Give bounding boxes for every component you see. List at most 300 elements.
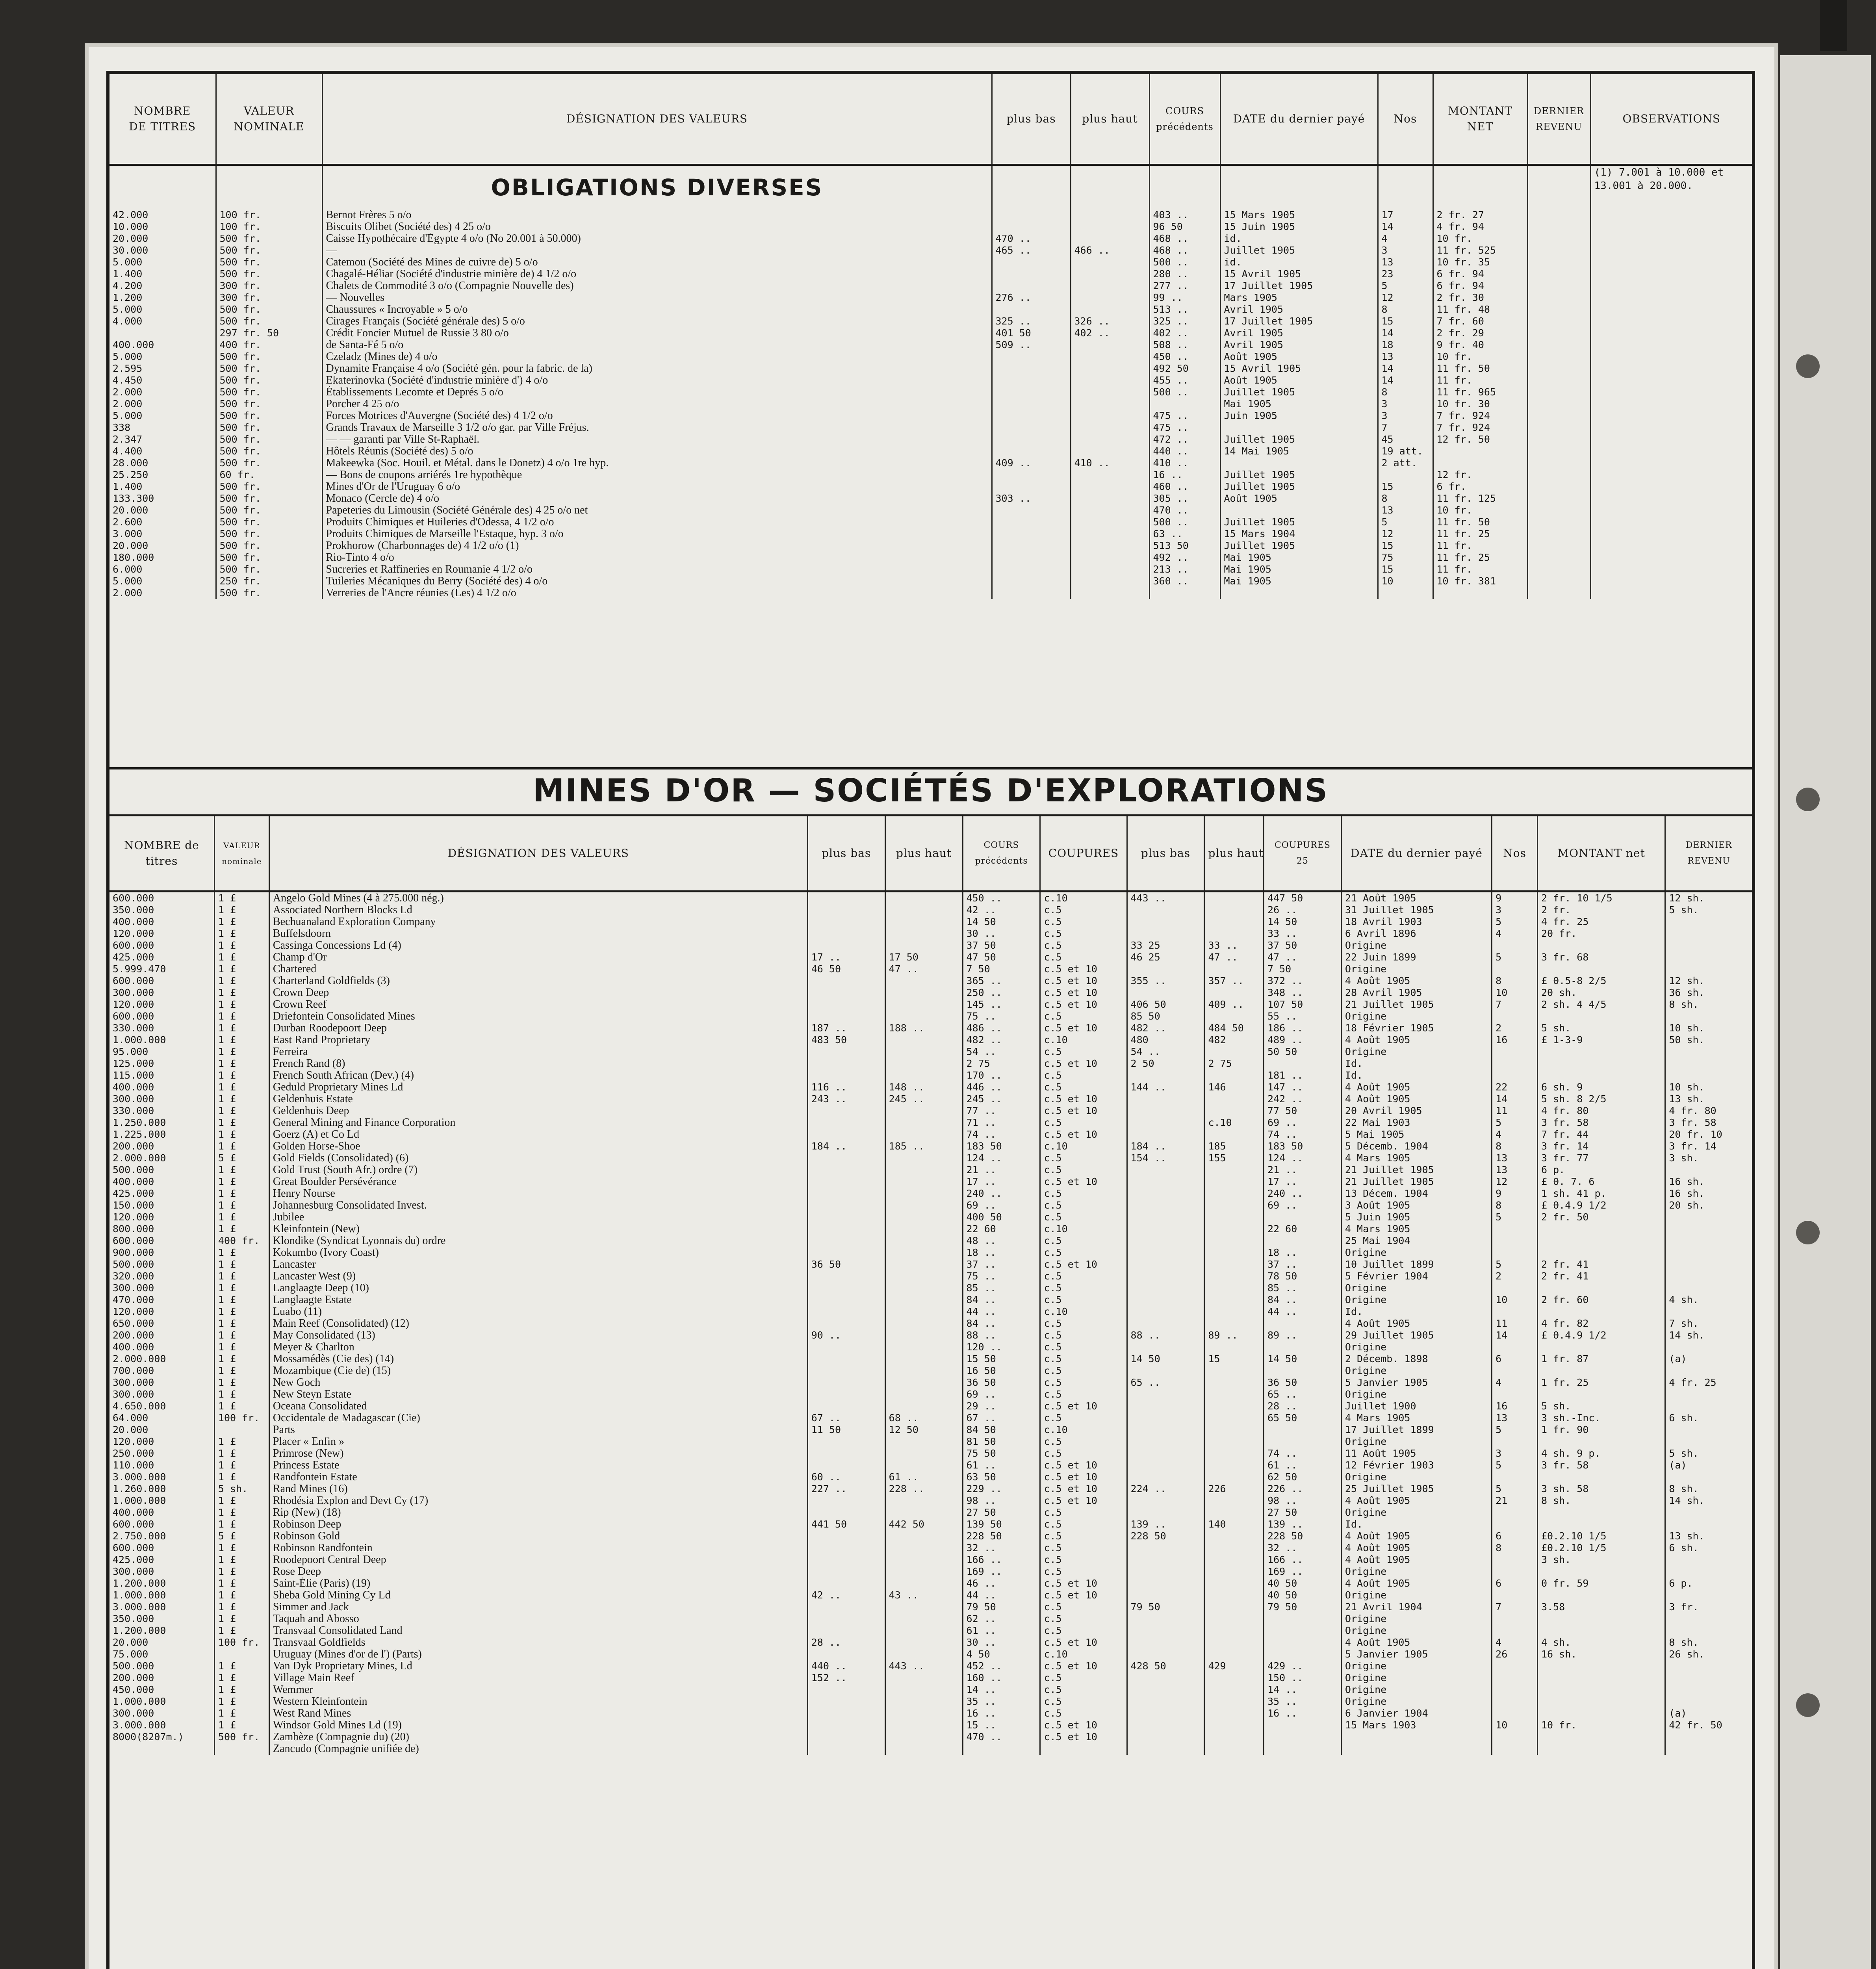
- no-cell: [1492, 1058, 1538, 1070]
- cours-prec-cell: 403 ..: [1149, 209, 1220, 221]
- no-cell: 14: [1492, 1329, 1538, 1341]
- no-cell: 3: [1378, 398, 1433, 410]
- plus-haut-cell: [1071, 363, 1149, 375]
- valeur-cell: 1 £: [214, 904, 269, 916]
- coupures-bas-cell: [1127, 1459, 1204, 1471]
- table-row: [109, 1660, 1752, 1672]
- valeur-cell: 1 £: [214, 1046, 269, 1058]
- designation-cell: Main Reef (Consolidated) (12): [269, 1318, 807, 1329]
- no-cell: [1492, 1471, 1538, 1483]
- valeur-cell: 1 £: [214, 891, 269, 904]
- plus-haut-cell: [1071, 469, 1149, 481]
- montant-cell: [1538, 1341, 1665, 1353]
- date-cell: [1341, 1743, 1492, 1755]
- unites-haut-cell: [885, 1719, 963, 1731]
- unites-haut-cell: [885, 1578, 963, 1589]
- revenu-cell: [1527, 481, 1590, 493]
- montant-cell: 2 fr. 60: [1538, 1294, 1665, 1306]
- unites-bas-cell: 42 ..: [807, 1589, 885, 1601]
- plus-bas-cell: [992, 386, 1071, 398]
- coupures25-cell: 40 50: [1264, 1578, 1342, 1589]
- montant-cell: 6 fr. 94: [1433, 280, 1527, 292]
- nombre-cell: 500.000: [113, 1258, 154, 1270]
- plus-bas-cell: 303 ..: [992, 493, 1071, 504]
- designation-cell: Wemmer: [269, 1684, 807, 1696]
- coupures-cell: c.5: [1040, 1270, 1127, 1282]
- nombre-cell: 300.000: [113, 1376, 154, 1388]
- montant-cell: [1538, 1566, 1665, 1578]
- montant-cell: [1538, 1589, 1665, 1601]
- valeur-cell: 500 fr.: [216, 564, 322, 575]
- montant-cell: 6 fr. 94: [1433, 268, 1527, 280]
- montant-cell: 9 fr. 40: [1433, 339, 1527, 351]
- table-row: [109, 469, 1752, 481]
- plus-haut-cell: [1071, 540, 1149, 552]
- unites-bas-cell: [807, 1117, 885, 1129]
- nombre-cell: 75.000: [113, 1648, 148, 1660]
- unites-bas-cell: [807, 1684, 885, 1696]
- coupures25-cell: [1264, 1743, 1342, 1755]
- no-cell: 17: [1378, 209, 1433, 221]
- unites-bas-cell: 187 ..: [807, 1022, 885, 1034]
- unites-haut-cell: [885, 1530, 963, 1542]
- unites-haut-cell: [885, 1696, 963, 1708]
- valeur-cell: 250 fr.: [216, 575, 322, 587]
- valeur-cell: 1 £: [214, 1377, 269, 1389]
- table-row: [109, 1495, 1752, 1507]
- date-cell: 4 Août 1905: [1341, 1578, 1492, 1589]
- no-cell: 5: [1492, 1211, 1538, 1223]
- coupures-bas-cell: [1127, 1696, 1204, 1708]
- no-cell: 14: [1378, 363, 1433, 375]
- revenu-cell: [1527, 398, 1590, 410]
- table-row: [109, 1684, 1752, 1696]
- unites-bas-cell: [807, 1129, 885, 1140]
- cours-prec-cell: 69 ..: [963, 1200, 1040, 1211]
- coupures-bas-cell: [1127, 1247, 1204, 1259]
- cours-prec-cell: 79 50: [963, 1601, 1040, 1613]
- revenu-cell: [1665, 1164, 1752, 1176]
- coupures-cell: c.5 et 10: [1040, 1471, 1127, 1483]
- coupures-haut-cell: [1204, 1530, 1264, 1542]
- table-row: [109, 410, 1752, 422]
- nombre-cell: 5.999.470: [113, 963, 166, 975]
- unites-bas-cell: 17 ..: [807, 951, 885, 963]
- coupures25-cell: 33 ..: [1264, 928, 1342, 940]
- no-cell: [1492, 1247, 1538, 1259]
- coupures25-cell: 37 ..: [1264, 1259, 1342, 1270]
- date-cell: Id.: [1341, 1518, 1492, 1530]
- valeur-cell: 500 fr.: [216, 481, 322, 493]
- unites-bas-cell: [807, 1046, 885, 1058]
- revenu-cell: [1665, 1672, 1752, 1684]
- date-cell: 15 Mars 1903: [1341, 1719, 1492, 1731]
- cours-prec-cell: 402 ..: [1149, 327, 1220, 339]
- revenu-cell: [1527, 221, 1590, 233]
- mines-table: [109, 816, 1752, 1755]
- unites-bas-cell: [807, 1247, 885, 1259]
- no-cell: 6: [1492, 1353, 1538, 1365]
- designation-cell: Cassinga Concessions Ld (4): [269, 940, 807, 951]
- date-cell: Avril 1905: [1220, 327, 1378, 339]
- date-cell: Origine: [1341, 1294, 1492, 1306]
- montant-cell: [1538, 1010, 1665, 1022]
- no-cell: [1492, 1660, 1538, 1672]
- date-cell: 5 Janvier 1905: [1341, 1377, 1492, 1389]
- unites-bas-cell: [807, 1719, 885, 1731]
- montant-cell: [1538, 1365, 1665, 1377]
- no-cell: [1492, 1070, 1538, 1081]
- date-cell: 5 Mai 1905: [1341, 1129, 1492, 1140]
- unites-bas-cell: [807, 1542, 885, 1554]
- table-row: [109, 1223, 1752, 1235]
- no-cell: 2: [1492, 1270, 1538, 1282]
- coupures-haut-cell: [1204, 1684, 1264, 1696]
- unites-bas-cell: [807, 1566, 885, 1578]
- no-cell: [1492, 1731, 1538, 1743]
- nombre-cell: 300.000: [113, 1282, 154, 1294]
- nombre-cell: 4.200: [113, 280, 143, 291]
- montant-cell: 10 fr.: [1433, 233, 1527, 245]
- revenu-cell: [1527, 386, 1590, 398]
- valeur-cell: 500 fr.: [216, 410, 322, 422]
- date-cell: [1220, 587, 1378, 599]
- unites-haut-cell: [885, 1637, 963, 1648]
- unites-bas-cell: [807, 1164, 885, 1176]
- designation-cell: Langlaagte Deep (10): [269, 1282, 807, 1294]
- montant-cell: 2 fr.: [1538, 904, 1665, 916]
- cours-prec-cell: 15 50: [963, 1353, 1040, 1365]
- coupures-bas-cell: 65 ..: [1127, 1377, 1204, 1389]
- table-row: [109, 1070, 1752, 1081]
- no-cell: 5: [1492, 1483, 1538, 1495]
- coupures-bas-cell: [1127, 1282, 1204, 1294]
- montant-cell: £ 0.4.9 1/2: [1538, 1329, 1665, 1341]
- table-row: [109, 587, 1752, 599]
- coupures-bas-cell: 480: [1127, 1034, 1204, 1046]
- unites-haut-cell: [885, 1070, 963, 1081]
- coupures-haut-cell: [1204, 1719, 1264, 1731]
- revenu-cell: [1527, 540, 1590, 552]
- montant-cell: 7 fr. 44: [1538, 1129, 1665, 1140]
- mines-header-no: Nos: [1492, 816, 1538, 891]
- valeur-cell: 300 fr.: [216, 292, 322, 304]
- coupures-bas-cell: [1127, 1117, 1204, 1129]
- date-cell: 5 Juin 1905: [1341, 1211, 1492, 1223]
- date-cell: 18 Avril 1903: [1341, 916, 1492, 928]
- date-cell: Origine: [1341, 1247, 1492, 1259]
- coupures-cell: c.5 et 10: [1040, 1093, 1127, 1105]
- plus-haut-cell: [1071, 410, 1149, 422]
- unites-haut-cell: [885, 1353, 963, 1365]
- montant-cell: 11 fr.: [1433, 564, 1527, 575]
- table-row: [109, 504, 1752, 516]
- designation-cell: French South African (Dev.) (4): [269, 1070, 807, 1081]
- designation-cell: Van Dyk Proprietary Mines, Ld: [269, 1660, 807, 1672]
- revenu-cell: 6 p.: [1665, 1578, 1752, 1589]
- cours-prec-cell: 2 75: [963, 1058, 1040, 1070]
- date-cell: Mai 1905: [1220, 398, 1378, 410]
- designation-cell: Placer « Enfin »: [269, 1436, 807, 1448]
- date-cell: 17 Juillet 1905: [1220, 280, 1378, 292]
- montant-cell: 4 sh. 9 p.: [1538, 1448, 1665, 1459]
- revenu-cell: 5 sh.: [1665, 904, 1752, 916]
- nombre-cell: 470.000: [113, 1294, 154, 1305]
- revenu-cell: [1527, 445, 1590, 457]
- nombre-cell: 600.000: [113, 1010, 154, 1022]
- montant-cell: [1538, 1731, 1665, 1743]
- unites-bas-cell: 184 ..: [807, 1140, 885, 1152]
- table-row: [109, 292, 1752, 304]
- valeur-cell: 1 £: [214, 1294, 269, 1306]
- coupures-haut-cell: 357 ..: [1204, 975, 1264, 987]
- montant-cell: [1538, 1672, 1665, 1684]
- valeur-cell: 500 fr.: [216, 493, 322, 504]
- coupures-cell: c.5: [1040, 1389, 1127, 1400]
- date-cell: Origine: [1341, 1672, 1492, 1684]
- coupures-haut-cell: [1204, 1648, 1264, 1660]
- valeur-cell: 500 fr.: [216, 398, 322, 410]
- coupures-bas-cell: [1127, 1129, 1204, 1140]
- date-cell: 17 Juillet 1899: [1341, 1424, 1492, 1436]
- nombre-cell: 1.250.000: [113, 1116, 166, 1128]
- valeur-cell: 1 £: [214, 1010, 269, 1022]
- nombre-cell: 600.000: [113, 1518, 154, 1530]
- table-row: [109, 1436, 1752, 1448]
- date-cell: 4 Août 1905: [1341, 1542, 1492, 1554]
- coupures-cell: c.10: [1040, 1223, 1127, 1235]
- coupures-cell: c.5: [1040, 1070, 1127, 1081]
- coupures25-cell: 44 ..: [1264, 1306, 1342, 1318]
- plus-haut-cell: [1071, 209, 1149, 221]
- revenu-cell: 3 sh.: [1665, 1152, 1752, 1164]
- revenu-cell: [1665, 1389, 1752, 1400]
- table-row: [109, 940, 1752, 951]
- no-cell: 9: [1492, 1188, 1538, 1200]
- cours-prec-cell: 44 ..: [963, 1306, 1040, 1318]
- no-cell: 13: [1378, 504, 1433, 516]
- montant-cell: [1538, 1046, 1665, 1058]
- coupures-haut-cell: [1204, 1554, 1264, 1566]
- date-cell: Origine: [1341, 1696, 1492, 1708]
- coupures-haut-cell: [1204, 1731, 1264, 1743]
- table-row: [109, 1200, 1752, 1211]
- unites-bas-cell: 227 ..: [807, 1483, 885, 1495]
- date-cell: 4 Mars 1905: [1341, 1152, 1492, 1164]
- revenu-cell: [1665, 1566, 1752, 1578]
- cours-prec-cell: 98 ..: [963, 1495, 1040, 1507]
- montant-cell: 5 sh.: [1538, 1022, 1665, 1034]
- montant-cell: 3 fr. 58: [1538, 1459, 1665, 1471]
- coupures-cell: c.10: [1040, 1424, 1127, 1436]
- date-cell: Mars 1905: [1220, 292, 1378, 304]
- unites-haut-cell: 12 50: [885, 1424, 963, 1436]
- unites-haut-cell: [885, 1448, 963, 1459]
- unites-bas-cell: 243 ..: [807, 1093, 885, 1105]
- nombre-cell: 200.000: [113, 1140, 154, 1152]
- unites-bas-cell: [807, 1554, 885, 1566]
- nombre-cell: 425.000: [113, 1554, 154, 1565]
- unites-haut-cell: [885, 891, 963, 904]
- coupures25-cell: 139 ..: [1264, 1518, 1342, 1530]
- unites-haut-cell: [885, 1329, 963, 1341]
- montant-cell: 8 sh.: [1538, 1495, 1665, 1507]
- date-cell: Août 1905: [1220, 493, 1378, 504]
- nombre-cell: 400.000: [113, 339, 154, 350]
- valeur-cell: 1 £: [214, 1259, 269, 1270]
- coupures-bas-cell: 144 ..: [1127, 1081, 1204, 1093]
- valeur-cell: 1 £: [214, 1117, 269, 1129]
- cours-prec-cell: 71 ..: [963, 1117, 1040, 1129]
- table-row: [109, 1046, 1752, 1058]
- designation-cell: Dynamite Française 4 o/o (Société gén. pour la fabric. de la): [322, 363, 992, 375]
- designation-cell: Crown Reef: [269, 999, 807, 1010]
- montant-cell: 10 fr.: [1433, 351, 1527, 363]
- table-row: [109, 434, 1752, 445]
- nombre-cell: 1.000.000: [113, 1589, 166, 1601]
- montant-cell: 16 sh.: [1538, 1648, 1665, 1660]
- no-cell: 15: [1378, 564, 1433, 575]
- montant-cell: 6 fr.: [1433, 481, 1527, 493]
- designation-cell: Simmer and Jack: [269, 1601, 807, 1613]
- header-nombre: NOMBRE DE TITRES: [109, 74, 216, 165]
- designation-cell: Makeewka (Soc. Houil. et Métal. dans le Donetz) 4 o/o 1re hyp.: [322, 457, 992, 469]
- montant-cell: 2 fr. 41: [1538, 1270, 1665, 1282]
- coupures-bas-cell: [1127, 916, 1204, 928]
- cours-prec-cell: 81 50: [963, 1436, 1040, 1448]
- table-row: [109, 1518, 1752, 1530]
- table-row: [109, 315, 1752, 327]
- designation-cell: New Goch: [269, 1377, 807, 1389]
- valeur-cell: 5 sh.: [214, 1483, 269, 1495]
- valeur-cell: [214, 1648, 269, 1660]
- montant-cell: 11 fr.: [1433, 540, 1527, 552]
- nombre-cell: 600.000: [113, 975, 154, 986]
- date-cell: Origine: [1341, 1471, 1492, 1483]
- coupures-cell: c.5 et 10: [1040, 1660, 1127, 1672]
- cours-prec-cell: 468 ..: [1149, 245, 1220, 256]
- unites-bas-cell: [807, 1507, 885, 1518]
- no-cell: [1492, 1436, 1538, 1448]
- designation-cell: Grands Travaux de Marseille 3 1/2 o/o gar. par Ville Fréjus.: [322, 422, 992, 434]
- unites-haut-cell: [885, 1188, 963, 1200]
- unites-bas-cell: [807, 940, 885, 951]
- unites-bas-cell: [807, 1389, 885, 1400]
- valeur-cell: 1 £: [214, 1554, 269, 1566]
- montant-cell: 11 fr. 525: [1433, 245, 1527, 256]
- nombre-cell: 1.200: [113, 291, 143, 303]
- valeur-cell: 1 £: [214, 1211, 269, 1223]
- coupures-bas-cell: [1127, 1389, 1204, 1400]
- unites-bas-cell: [807, 916, 885, 928]
- montant-cell: £0.2.10 1/5: [1538, 1530, 1665, 1542]
- table-row: [109, 351, 1752, 363]
- montant-cell: £ 1-3-9: [1538, 1034, 1665, 1046]
- valeur-cell: 1 £: [214, 940, 269, 951]
- designation-cell: Luabo (11): [269, 1306, 807, 1318]
- valeur-cell: 5 £: [214, 1530, 269, 1542]
- coupures-bas-cell: [1127, 1211, 1204, 1223]
- revenu-cell: [1527, 351, 1590, 363]
- cours-prec-cell: 513 ..: [1149, 304, 1220, 315]
- unites-haut-cell: [885, 1034, 963, 1046]
- cours-prec-cell: 99 ..: [1149, 292, 1220, 304]
- no-cell: 5: [1492, 1259, 1538, 1270]
- designation-cell: Mines d'Or de l'Uruguay 6 o/o: [322, 481, 992, 493]
- valeur-cell: 1 £: [214, 975, 269, 987]
- coupures25-cell: 166 ..: [1264, 1554, 1342, 1566]
- plus-bas-cell: 509 ..: [992, 339, 1071, 351]
- coupures-cell: c.5 et 10: [1040, 1483, 1127, 1495]
- coupures25-cell: 61 ..: [1264, 1459, 1342, 1471]
- unites-bas-cell: [807, 1341, 885, 1353]
- coupures25-cell: 55 ..: [1264, 1010, 1342, 1022]
- nombre-cell: 400.000: [113, 1341, 154, 1353]
- cours-prec-cell: 228 50: [963, 1530, 1040, 1542]
- coupures25-cell: 47 ..: [1264, 951, 1342, 963]
- montant-cell: 11 fr. 48: [1433, 304, 1527, 315]
- designation-cell: Gold Trust (South Afr.) ordre (7): [269, 1164, 807, 1176]
- coupures25-cell: 50 50: [1264, 1046, 1342, 1058]
- revenu-cell: 20 sh.: [1665, 1200, 1752, 1211]
- cours-prec-cell: 46 ..: [963, 1578, 1040, 1589]
- date-cell: 4 Août 1905: [1341, 1081, 1492, 1093]
- valeur-cell: 500 fr.: [216, 268, 322, 280]
- cours-prec-cell: 450 ..: [1149, 351, 1220, 363]
- date-cell: 6 Janvier 1904: [1341, 1708, 1492, 1719]
- coupures-cell: c.5: [1040, 1164, 1127, 1176]
- valeur-cell: 1 £: [214, 1459, 269, 1471]
- no-cell: 45: [1378, 434, 1433, 445]
- coupures-cell: c.5: [1040, 1211, 1127, 1223]
- designation-cell: Transvaal Consolidated Land: [269, 1625, 807, 1637]
- cours-prec-cell: 508 ..: [1149, 339, 1220, 351]
- montant-cell: 10 fr.: [1538, 1719, 1665, 1731]
- coupures25-cell: [1264, 1637, 1342, 1648]
- no-cell: 3: [1378, 410, 1433, 422]
- unites-haut-cell: 17 50: [885, 951, 963, 963]
- designation-cell: Forces Motrices d'Auvergne (Société des) 4 1/2 o/o: [322, 410, 992, 422]
- valeur-cell: 1 £: [214, 1448, 269, 1459]
- designation-cell: Driefontein Consolidated Mines: [269, 1010, 807, 1022]
- plus-bas-cell: [992, 375, 1071, 386]
- unites-haut-cell: [885, 916, 963, 928]
- coupures25-cell: [1264, 1235, 1342, 1247]
- coupures-bas-cell: 2 50: [1127, 1058, 1204, 1070]
- designation-cell: Produits Chimiques et Huileries d'Odessa, 4 1/2 o/o: [322, 516, 992, 528]
- coupures-cell: c.5: [1040, 1010, 1127, 1022]
- montant-cell: [1538, 1696, 1665, 1708]
- valeur-cell: 1 £: [214, 1542, 269, 1554]
- coupures-cell: c.5: [1040, 1412, 1127, 1424]
- revenu-cell: (a): [1665, 1353, 1752, 1365]
- montant-cell: 3.58: [1538, 1601, 1665, 1613]
- coupures25-cell: 348 ..: [1264, 987, 1342, 999]
- nombre-cell: 300.000: [113, 1388, 154, 1400]
- coupures-haut-cell: [1204, 1471, 1264, 1483]
- revenu-cell: [1527, 564, 1590, 575]
- nombre-cell: 3.000: [113, 528, 143, 540]
- coupures-bas-cell: [1127, 1105, 1204, 1117]
- plus-bas-cell: [992, 398, 1071, 410]
- coupures-haut-cell: 15: [1204, 1353, 1264, 1365]
- montant-cell: 4 sh.: [1538, 1637, 1665, 1648]
- unites-haut-cell: [885, 987, 963, 999]
- valeur-cell: 1 £: [214, 1589, 269, 1601]
- coupures-haut-cell: [1204, 1093, 1264, 1105]
- coupures-haut-cell: [1204, 891, 1264, 904]
- cours-prec-cell: 500 ..: [1149, 516, 1220, 528]
